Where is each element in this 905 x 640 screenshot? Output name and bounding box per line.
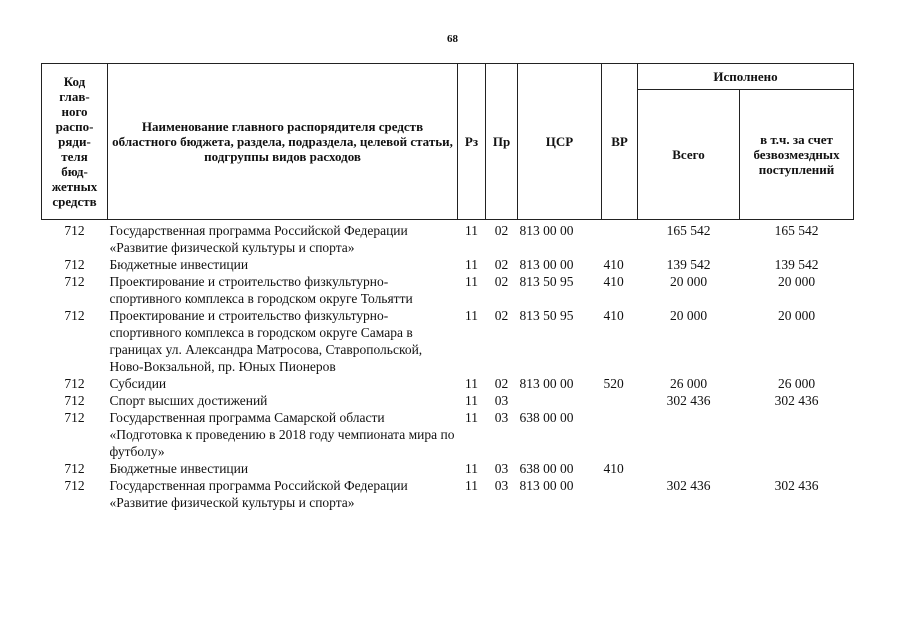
cell-total: 302 436: [666, 478, 711, 493]
cell-pr: 03: [494, 410, 509, 425]
cell-pr: 03: [494, 478, 509, 493]
table-row: [42, 392, 854, 409]
cell-total: 20 000: [669, 308, 708, 323]
cell-vr: 410: [603, 308, 624, 323]
cell-total: 302 436: [666, 393, 711, 408]
cell-pr: 03: [494, 461, 509, 476]
cell-rz: 11: [465, 257, 478, 272]
header-total: Всего: [638, 90, 740, 220]
cell-code: 712: [64, 461, 85, 476]
cell-rz: 11: [465, 308, 478, 323]
cell-csr: 638 00 00: [519, 461, 574, 476]
cell-rz: 11: [465, 274, 478, 289]
table-body: [42, 220, 854, 512]
cell-name: Государственная программа Российской Федерации «Развитие физической культуры и спорта»: [109, 478, 408, 510]
cell-vr: [602, 220, 638, 257]
table-row: [42, 477, 854, 511]
cell-csr: 813 50 95: [519, 274, 574, 289]
cell-name: Спорт высших достижений: [109, 393, 268, 408]
cell-total: [638, 460, 740, 477]
cell-total: 26 000: [669, 376, 708, 391]
cell-name: Государственная программа Российской Федерации «Развитие физической культуры и спорта»: [109, 223, 408, 255]
cell-free: [740, 409, 854, 460]
cell-total: [638, 409, 740, 460]
header-rz: Рз: [458, 64, 486, 220]
header-executed: Исполнено: [638, 64, 854, 90]
table-row: [42, 460, 854, 477]
cell-code: 712: [64, 274, 85, 289]
header-csr: ЦСР: [518, 64, 602, 220]
header-vr: ВР: [602, 64, 638, 220]
cell-vr: 410: [603, 461, 624, 476]
cell-code: 712: [64, 393, 85, 408]
cell-name: Государственная программа Самарской области «Подготовка к проведению в 2018 году чемпионата мира по футболу»: [109, 410, 455, 459]
cell-csr: 813 50 95: [519, 308, 574, 323]
cell-csr: [518, 392, 602, 409]
budget-table: [41, 63, 854, 511]
table-row: [42, 256, 854, 273]
cell-vr: 410: [603, 257, 624, 272]
cell-code: 712: [64, 478, 85, 493]
header-pr: Пр: [486, 64, 518, 220]
cell-pr: 02: [494, 274, 509, 289]
cell-code: 712: [64, 376, 85, 391]
cell-csr: 813 00 00: [519, 223, 574, 238]
cell-pr: 02: [494, 223, 509, 238]
table-row: [42, 273, 854, 307]
header-name: Наименование главного распорядителя средств областного бюджета, раздела, подраздела, целевой статьи, подгруппы видов расходов: [108, 64, 458, 220]
cell-vr: [602, 409, 638, 460]
cell-vr: 520: [603, 376, 624, 391]
cell-vr: [602, 477, 638, 511]
cell-code: 712: [64, 308, 85, 323]
cell-free: 302 436: [774, 393, 819, 408]
cell-rz: 11: [465, 376, 478, 391]
cell-code: 712: [64, 410, 85, 425]
cell-pr: 03: [494, 393, 509, 408]
page-number: 68: [447, 33, 458, 45]
cell-free: 20 000: [777, 308, 816, 323]
cell-total: 20 000: [669, 274, 708, 289]
cell-rz: 11: [465, 478, 478, 493]
cell-pr: 02: [494, 376, 509, 391]
cell-name: Проектирование и строительство физкультурно-спортивного комплекса в городском округе Самара в границах ул. Александра Матросова, Ставропольской, Ново-Вокзальной, пр. Юных Пионеров: [109, 308, 423, 374]
table-row: [42, 307, 854, 375]
cell-csr: 638 00 00: [519, 410, 574, 425]
header-code: Код глав- ного распо- ряди- теля бюд- жетных средств: [42, 64, 108, 220]
cell-csr: 813 00 00: [519, 376, 574, 391]
table-row: [42, 375, 854, 392]
cell-free: 20 000: [777, 274, 816, 289]
cell-free: 165 542: [774, 223, 819, 238]
cell-vr: 410: [603, 274, 624, 289]
table-row: [42, 409, 854, 460]
table-header: [42, 64, 854, 220]
cell-pr: 02: [494, 308, 509, 323]
cell-free: [740, 460, 854, 477]
cell-name: Бюджетные инвестиции: [109, 257, 249, 272]
cell-free: 26 000: [777, 376, 816, 391]
cell-vr: [602, 392, 638, 409]
cell-code: 712: [64, 257, 85, 272]
cell-total: 139 542: [666, 257, 711, 272]
cell-csr: 813 00 00: [519, 257, 574, 272]
cell-name: Бюджетные инвестиции: [109, 461, 249, 476]
table-row: [42, 220, 854, 257]
cell-code: 712: [64, 223, 85, 238]
cell-rz: 11: [465, 461, 478, 476]
cell-name: Проектирование и строительство физкультурно-спортивного комплекса в городском округе Тольятти: [109, 274, 413, 306]
cell-free: 139 542: [774, 257, 819, 272]
cell-rz: 11: [465, 410, 478, 425]
cell-rz: 11: [465, 393, 478, 408]
cell-rz: 11: [465, 223, 478, 238]
cell-csr: 813 00 00: [519, 478, 574, 493]
cell-pr: 02: [494, 257, 509, 272]
cell-total: 165 542: [666, 223, 711, 238]
cell-name: Субсидии: [109, 376, 167, 391]
cell-free: 302 436: [774, 478, 819, 493]
header-free: в т.ч. за счет безвозмездных поступлений: [740, 90, 854, 220]
